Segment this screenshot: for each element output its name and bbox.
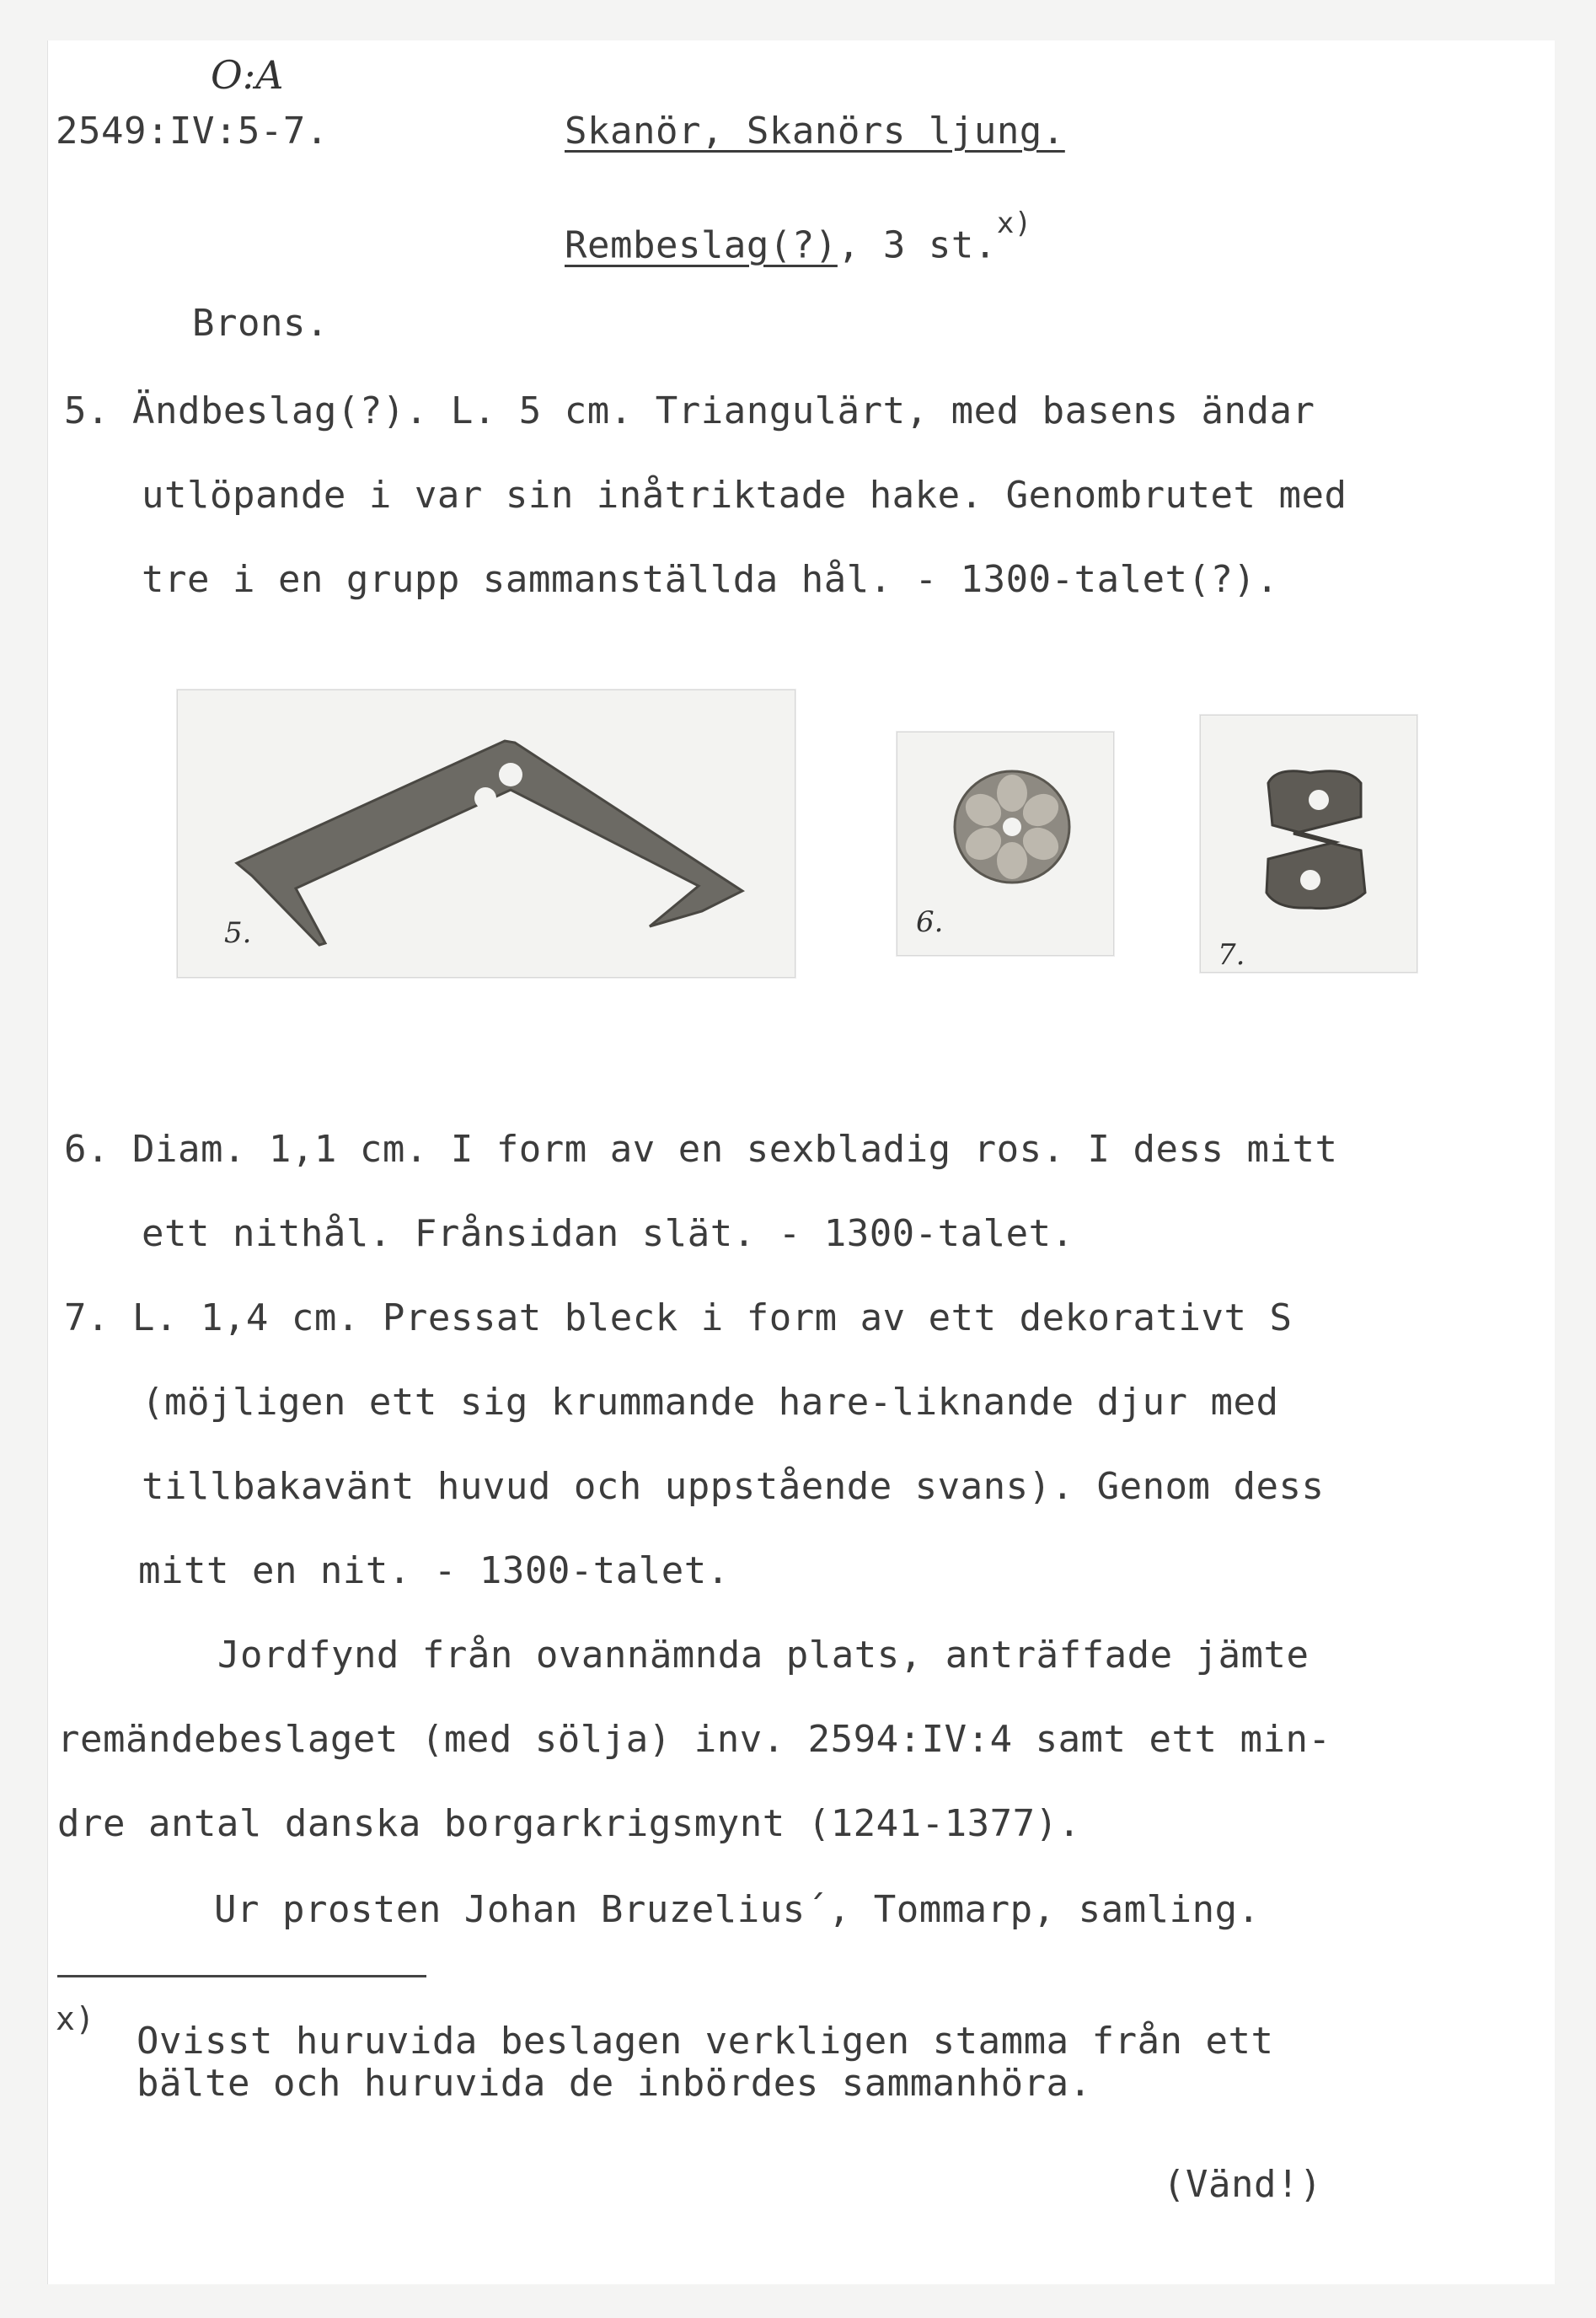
collection-line: Ur prosten Johan Bruzelius´, Tommarp, samling. [214, 1888, 1261, 1931]
footnote-ref: x) [996, 207, 1032, 240]
s-shaped-mount-image [1201, 716, 1417, 972]
footnote-line-2: bälte och huruvida de inbördes sammanhöra. [137, 2062, 1092, 2105]
photo-label-5: 5. [224, 916, 252, 950]
photo-item-7 [1200, 715, 1417, 973]
material: Brons. [192, 302, 329, 345]
item7-line-1: 7. L. 1,4 cm. Pressat bleck i form av ett dekorativt S [64, 1296, 1293, 1339]
photo-label-6: 6. [916, 905, 944, 939]
find-line-3: dre antal danska borgarkrigsmynt (1241-1377). [57, 1802, 1081, 1845]
location-heading: Skanör, Skanörs ljung. [565, 110, 1065, 153]
triangular-mount-image [178, 690, 795, 977]
item7-line-4: mitt en nit. - 1300-talet. [138, 1549, 730, 1592]
find-line-2: remändebeslaget (med sölja) inv. 2594:IV:4 samt ett min- [57, 1718, 1331, 1761]
handwritten-mark: O:A [211, 52, 284, 98]
item7-line-3: tillbakavänt huvud och uppstående svans). Genom dess [142, 1465, 1325, 1508]
item5-line-3: tre i en grupp sammanställda hål. - 1300-talet(?). [142, 558, 1279, 601]
object-heading [565, 207, 1032, 267]
item7-line-2: (möjligen ett sig krummande hare-liknande djur med [142, 1381, 1279, 1424]
footnote-divider [57, 1975, 426, 1977]
item6-line-1: 6. Diam. 1,1 cm. I form av en sexbladig ros. I dess mitt [64, 1128, 1338, 1171]
find-line-1: Jordfynd från ovannämnda plats, anträffade jämte [217, 1634, 1309, 1677]
photo-item-5 [177, 689, 795, 978]
object-count: , 3 st. [837, 223, 997, 267]
footnote-marker: x) [56, 2000, 95, 2037]
item5-line-1: 5. Ändbeslag(?). L. 5 cm. Triangulärt, med basens ändar [64, 389, 1315, 432]
photo-label-7: 7. [1218, 938, 1245, 972]
turn-over-note: (Vänd!) [1163, 2163, 1322, 2206]
photo-item-6 [897, 732, 1114, 956]
item5-line-2: utlöpande i var sin inåtriktade hake. Genombrutet med [142, 474, 1347, 517]
object-title: Rembeslag(?) [565, 223, 838, 267]
inventory-number: 2549:IV:5-7. [56, 110, 329, 153]
item6-line-2: ett nithål. Frånsidan slät. - 1300-talet. [142, 1212, 1074, 1255]
footnote-line-1: Ovisst huruvida beslagen verkligen stamma från ett [137, 2020, 1274, 2063]
